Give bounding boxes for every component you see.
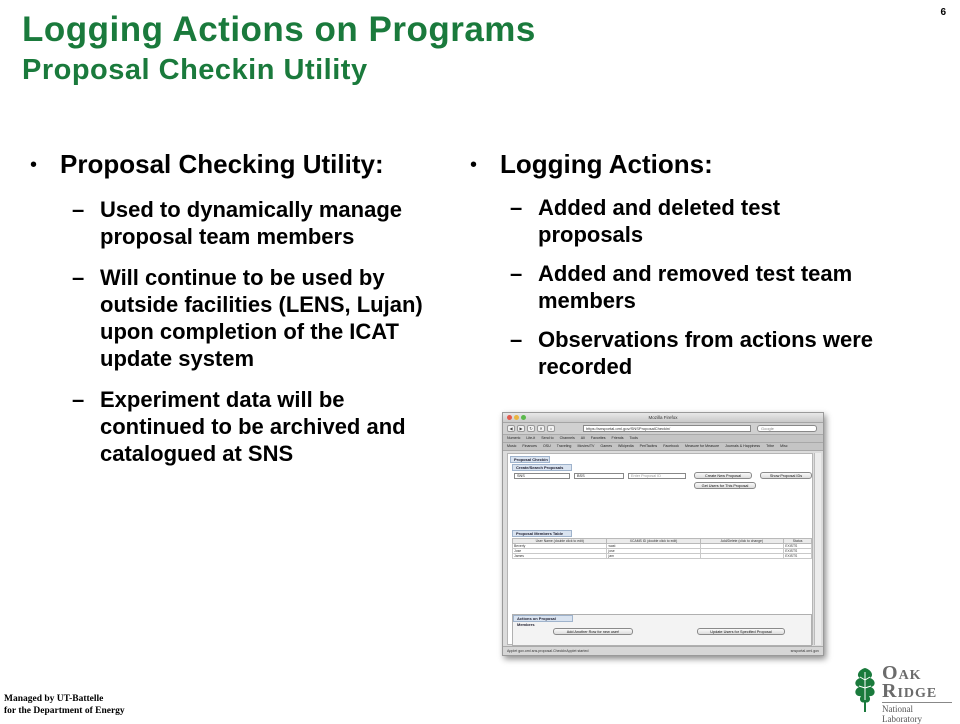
window-titlebar [503, 413, 823, 423]
table-cell: EXISTS [784, 554, 812, 559]
web-page [507, 453, 813, 645]
dash-icon: – [72, 387, 85, 412]
left-sub-bullet [72, 386, 438, 467]
bookmark-item[interactable]: Tribe [766, 444, 775, 448]
bullet-dot-icon: • [30, 154, 38, 176]
dash-icon: – [510, 195, 523, 220]
table-cell: EXISTS [784, 549, 812, 554]
members-table [512, 538, 812, 559]
show-proposal-ids-button[interactable]: Show Proposal IDs [760, 472, 812, 479]
slide-title: Logging Actions on Programs [22, 10, 536, 49]
bookmark-item[interactable]: OSU [542, 444, 551, 448]
instrument-select[interactable]: BSS [574, 473, 624, 479]
left-bullet [28, 148, 438, 182]
left-sub-bullet [72, 196, 438, 250]
column-header[interactable]: XCAMS ID (double click to edit) [607, 539, 700, 544]
column-header[interactable]: User Name (double click to edit) [513, 539, 607, 544]
bookmark-item[interactable]: Traveling [556, 444, 572, 448]
dash-icon: – [72, 197, 85, 222]
page-number: 6 [940, 7, 946, 18]
members-table-header: Proposal Members Table [512, 530, 572, 537]
search-input[interactable]: Google [757, 425, 817, 432]
get-users-button[interactable]: Get Users for This Proposal [694, 482, 756, 489]
status-text: Applet gov.ornl.sns.proposal.CheckInApplet started [507, 649, 589, 653]
status-host: snsportal.ornl.gov [790, 649, 819, 653]
window-title: Mozilla Firefox [648, 415, 678, 420]
slide-subtitle: Proposal Checkin Utility [22, 54, 368, 86]
oak-leaf-icon [848, 662, 882, 714]
bookmark-item[interactable]: Wikipedia [618, 444, 634, 448]
right-sub-bullet [510, 194, 888, 248]
reload-icon[interactable]: ↻ [527, 425, 535, 432]
right-bullet-text: Logging Actions: [500, 149, 713, 179]
dash-icon: – [72, 265, 85, 290]
left-sub-text: Used to dynamically manage proposal team members [100, 197, 402, 249]
forward-icon[interactable]: ▶ [517, 425, 525, 432]
right-column [468, 148, 888, 380]
browser-screenshot [502, 412, 824, 656]
table-cell: EXISTS [784, 544, 812, 549]
table-cell[interactable]: jam [607, 554, 700, 559]
right-sub-bullet [510, 260, 888, 314]
bookmark-item[interactable]: Lite-it [526, 436, 536, 440]
bookmark-item[interactable]: Ali [580, 436, 585, 440]
bookmark-item[interactable]: Friends [611, 436, 624, 440]
table-cell[interactable]: Jose [513, 549, 607, 554]
scrollbar[interactable] [814, 453, 821, 645]
left-sub-text: Will continue to be used by outside facilities (LENS, Lujan) upon completion of the ICAT update system [100, 265, 423, 371]
table-cell[interactable] [700, 554, 784, 559]
create-proposal-button[interactable]: Create New Proposal [694, 472, 752, 479]
table-row [513, 554, 812, 559]
footer-line: Managed by UT-Battelle [4, 694, 104, 704]
url-bar[interactable]: https://snsportal.ornl.gov/SNSProposalCheckin/ [583, 425, 751, 432]
bookmark-item[interactable]: Favorites [590, 436, 606, 440]
bookmark-item[interactable]: PeriTacitns [639, 444, 658, 448]
column-header[interactable]: Add/Delete (click to change) [700, 539, 784, 544]
dash-icon: – [510, 261, 523, 286]
panel-title: Proposal Checkin [510, 456, 550, 463]
footer [4, 693, 125, 717]
table-cell[interactable]: Beverly [513, 544, 607, 549]
table-cell[interactable]: wast [607, 544, 700, 549]
bookmark-item[interactable]: Tools [629, 436, 638, 440]
right-sub-bullet [510, 326, 888, 380]
right-sub-text: Observations from actions were recorded [538, 327, 873, 379]
bookmark-item[interactable]: Finances [522, 444, 537, 448]
bookmark-item[interactable]: Measure for Measure [684, 444, 720, 448]
bookmark-item[interactable]: Movies/TV [577, 444, 595, 448]
bookmarks-toolbar-2 [503, 443, 823, 451]
left-sub-bullet [72, 264, 438, 372]
left-column [28, 148, 438, 467]
bookmark-item[interactable]: Misc [780, 444, 788, 448]
create-search-header: Create/Search Proposals [512, 464, 572, 471]
bookmark-item[interactable]: Journals & Happiness [725, 444, 761, 448]
bookmark-item[interactable]: Games [600, 444, 613, 448]
add-row-button[interactable]: Add Another Row for new user! [553, 628, 633, 635]
table-cell[interactable]: jose [607, 549, 700, 554]
logo-ridge: RIDGE [882, 680, 938, 702]
proposal-id-input[interactable]: Enter Proposal ID [628, 473, 686, 479]
ornl-logo [848, 660, 954, 724]
logo-oak: OAK [882, 662, 922, 684]
update-users-button[interactable]: Update Users for Specified Proposal [697, 628, 785, 635]
facility-select[interactable]: SNS [514, 473, 570, 479]
stop-icon[interactable]: ✕ [537, 425, 545, 432]
left-sub-text: Experiment data will be continued to be archived and catalogued at SNS [100, 387, 406, 466]
actions-header: Actions on Proposal Members [513, 615, 573, 622]
table-cell[interactable]: James [513, 554, 607, 559]
bookmark-item[interactable]: Send to [541, 436, 554, 440]
bookmark-item[interactable]: Numeric [507, 436, 521, 440]
dash-icon: – [510, 327, 523, 352]
right-sub-text: Added and deleted test proposals [538, 195, 781, 247]
left-bullet-text: Proposal Checking Utility: [60, 149, 384, 179]
actions-panel [512, 614, 812, 646]
right-sub-text: Added and removed test team members [538, 261, 853, 313]
logo-national-laboratory: National Laboratory [882, 702, 952, 724]
home-icon[interactable]: ⌂ [547, 425, 555, 432]
footer-line: for the Department of Energy [4, 706, 125, 716]
bookmarks-toolbar [503, 435, 823, 443]
bookmark-item[interactable]: Channels [559, 436, 575, 440]
bookmark-item[interactable]: Facebook [663, 444, 679, 448]
bookmark-item[interactable]: Music [507, 444, 517, 448]
right-bullet [468, 148, 888, 182]
bullet-dot-icon: • [470, 154, 478, 176]
column-header[interactable]: Status [784, 539, 812, 544]
back-icon[interactable]: ◀ [507, 425, 515, 432]
nav-toolbar [503, 423, 823, 435]
status-bar [503, 646, 823, 655]
